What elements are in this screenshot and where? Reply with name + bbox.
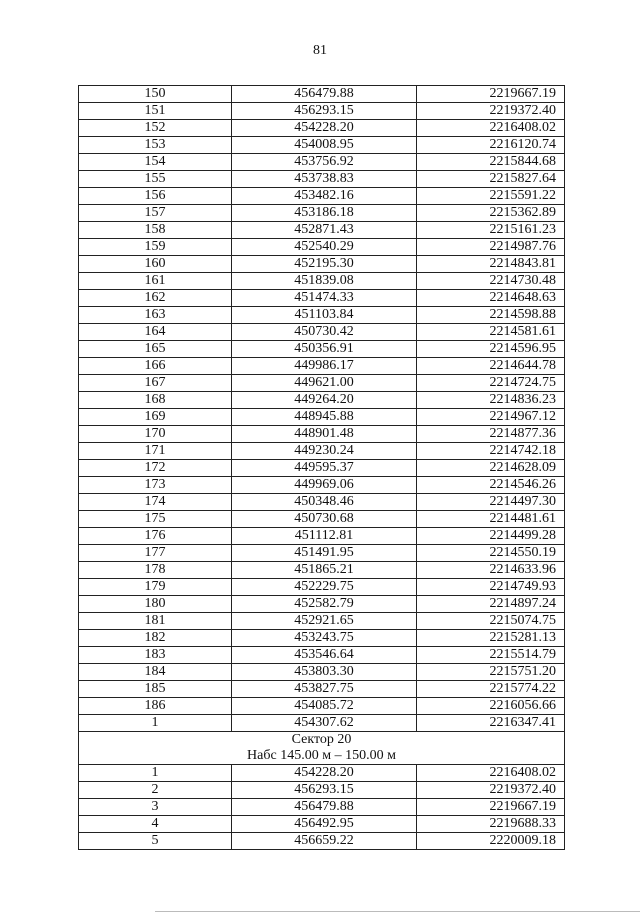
x-coordinate-cell: 453482.16 [232, 188, 417, 205]
point-number-cell: 171 [79, 443, 232, 460]
table-row [79, 494, 565, 511]
y-coordinate-cell: 2219667.19 [417, 86, 565, 103]
x-coordinate-cell: 456479.88 [232, 799, 417, 816]
y-coordinate-cell: 2214742.18 [417, 443, 565, 460]
scan-edge-line [155, 911, 640, 912]
table-row [79, 698, 565, 715]
y-coordinate-cell: 2214644.78 [417, 358, 565, 375]
table-row [79, 307, 565, 324]
table-row [79, 426, 565, 443]
table-row [79, 154, 565, 171]
x-coordinate-cell: 454085.72 [232, 698, 417, 715]
x-coordinate-cell: 452582.79 [232, 596, 417, 613]
point-number-cell: 150 [79, 86, 232, 103]
point-number-cell: 186 [79, 698, 232, 715]
y-coordinate-cell: 2214724.75 [417, 375, 565, 392]
point-number-cell: 1 [79, 715, 232, 732]
coordinates-table-body-bottom [79, 765, 565, 850]
y-coordinate-cell: 2216408.02 [417, 765, 565, 782]
table-row [79, 86, 565, 103]
point-number-cell: 163 [79, 307, 232, 324]
y-coordinate-cell: 2216347.41 [417, 715, 565, 732]
point-number-cell: 156 [79, 188, 232, 205]
sector-height-range: Набс 145.00 м – 150.00 м [247, 748, 396, 763]
table-row [79, 816, 565, 833]
y-coordinate-cell: 2219372.40 [417, 782, 565, 799]
point-number-cell: 4 [79, 816, 232, 833]
point-number-cell: 2 [79, 782, 232, 799]
table-row [79, 765, 565, 782]
x-coordinate-cell: 449230.24 [232, 443, 417, 460]
point-number-cell: 178 [79, 562, 232, 579]
x-coordinate-cell: 453186.18 [232, 205, 417, 222]
x-coordinate-cell: 449264.20 [232, 392, 417, 409]
y-coordinate-cell: 2214481.61 [417, 511, 565, 528]
x-coordinate-cell: 450730.42 [232, 324, 417, 341]
x-coordinate-cell: 456492.95 [232, 816, 417, 833]
table-row [79, 528, 565, 545]
point-number-cell: 176 [79, 528, 232, 545]
y-coordinate-cell: 2215281.13 [417, 630, 565, 647]
point-number-cell: 173 [79, 477, 232, 494]
y-coordinate-cell: 2219667.19 [417, 799, 565, 816]
table-row [79, 833, 565, 850]
table-row [79, 358, 565, 375]
table-row [79, 205, 565, 222]
table-row [79, 477, 565, 494]
x-coordinate-cell: 452229.75 [232, 579, 417, 596]
y-coordinate-cell: 2214648.63 [417, 290, 565, 307]
x-coordinate-cell: 451839.08 [232, 273, 417, 290]
point-number-cell: 152 [79, 120, 232, 137]
x-coordinate-cell: 456479.88 [232, 86, 417, 103]
x-coordinate-cell: 454228.20 [232, 120, 417, 137]
point-number-cell: 3 [79, 799, 232, 816]
x-coordinate-cell: 450730.68 [232, 511, 417, 528]
y-coordinate-cell: 2219688.33 [417, 816, 565, 833]
y-coordinate-cell: 2216056.66 [417, 698, 565, 715]
point-number-cell: 177 [79, 545, 232, 562]
table-row [79, 188, 565, 205]
point-number-cell: 181 [79, 613, 232, 630]
y-coordinate-cell: 2215161.23 [417, 222, 565, 239]
table-row [79, 239, 565, 256]
sector-header [79, 732, 565, 765]
point-number-cell: 183 [79, 647, 232, 664]
x-coordinate-cell: 453243.75 [232, 630, 417, 647]
table-row [79, 375, 565, 392]
table-row [79, 664, 565, 681]
y-coordinate-cell: 2215514.79 [417, 647, 565, 664]
sector-title: Сектор 20 [291, 732, 352, 747]
x-coordinate-cell: 454228.20 [232, 765, 417, 782]
point-number-cell: 162 [79, 290, 232, 307]
point-number-cell: 184 [79, 664, 232, 681]
y-coordinate-cell: 2214628.09 [417, 460, 565, 477]
y-coordinate-cell: 2219372.40 [417, 103, 565, 120]
y-coordinate-cell: 2216408.02 [417, 120, 565, 137]
x-coordinate-cell: 449969.06 [232, 477, 417, 494]
x-coordinate-cell: 453546.64 [232, 647, 417, 664]
point-number-cell: 158 [79, 222, 232, 239]
y-coordinate-cell: 2214598.88 [417, 307, 565, 324]
x-coordinate-cell: 449595.37 [232, 460, 417, 477]
x-coordinate-cell: 452540.29 [232, 239, 417, 256]
x-coordinate-cell: 453803.30 [232, 664, 417, 681]
table-row [79, 596, 565, 613]
table-row [79, 579, 565, 596]
y-coordinate-cell: 2214987.76 [417, 239, 565, 256]
table-row [79, 273, 565, 290]
x-coordinate-cell: 449986.17 [232, 358, 417, 375]
table-row [79, 341, 565, 358]
point-number-cell: 180 [79, 596, 232, 613]
point-number-cell: 155 [79, 171, 232, 188]
point-number-cell: 153 [79, 137, 232, 154]
y-coordinate-cell: 2215362.89 [417, 205, 565, 222]
y-coordinate-cell: 2214499.28 [417, 528, 565, 545]
point-number-cell: 154 [79, 154, 232, 171]
y-coordinate-cell: 2220009.18 [417, 833, 565, 850]
table-row [79, 715, 565, 732]
coordinates-table [78, 85, 565, 850]
table-row [79, 392, 565, 409]
x-coordinate-cell: 452871.43 [232, 222, 417, 239]
point-number-cell: 169 [79, 409, 232, 426]
x-coordinate-cell: 451865.21 [232, 562, 417, 579]
y-coordinate-cell: 2214581.61 [417, 324, 565, 341]
y-coordinate-cell: 2215751.20 [417, 664, 565, 681]
table-row [79, 171, 565, 188]
point-number-cell: 161 [79, 273, 232, 290]
table-row [79, 782, 565, 799]
sector-row [79, 732, 565, 765]
y-coordinate-cell: 2214749.93 [417, 579, 565, 596]
table-row [79, 290, 565, 307]
page-number: 81 [313, 43, 327, 58]
x-coordinate-cell: 456293.15 [232, 782, 417, 799]
table-row [79, 443, 565, 460]
y-coordinate-cell: 2214730.48 [417, 273, 565, 290]
point-number-cell: 179 [79, 579, 232, 596]
table-row [79, 545, 565, 562]
table-row [79, 799, 565, 816]
point-number-cell: 157 [79, 205, 232, 222]
sector-cell [79, 732, 565, 765]
x-coordinate-cell: 451491.95 [232, 545, 417, 562]
y-coordinate-cell: 2214836.23 [417, 392, 565, 409]
y-coordinate-cell: 2215827.64 [417, 171, 565, 188]
y-coordinate-cell: 2214897.24 [417, 596, 565, 613]
table-row [79, 137, 565, 154]
y-coordinate-cell: 2215591.22 [417, 188, 565, 205]
y-coordinate-cell: 2214497.30 [417, 494, 565, 511]
point-number-cell: 1 [79, 765, 232, 782]
y-coordinate-cell: 2214877.36 [417, 426, 565, 443]
point-number-cell: 151 [79, 103, 232, 120]
x-coordinate-cell: 449621.00 [232, 375, 417, 392]
x-coordinate-cell: 456293.15 [232, 103, 417, 120]
point-number-cell: 174 [79, 494, 232, 511]
x-coordinate-cell: 453756.92 [232, 154, 417, 171]
table-row [79, 256, 565, 273]
x-coordinate-cell: 453738.83 [232, 171, 417, 188]
point-number-cell: 164 [79, 324, 232, 341]
table-row [79, 324, 565, 341]
table-row [79, 681, 565, 698]
point-number-cell: 167 [79, 375, 232, 392]
point-number-cell: 160 [79, 256, 232, 273]
point-number-cell: 185 [79, 681, 232, 698]
table-row [79, 511, 565, 528]
x-coordinate-cell: 450356.91 [232, 341, 417, 358]
y-coordinate-cell: 2215774.22 [417, 681, 565, 698]
y-coordinate-cell: 2214633.96 [417, 562, 565, 579]
x-coordinate-cell: 448901.48 [232, 426, 417, 443]
point-number-cell: 159 [79, 239, 232, 256]
coordinates-table-body-top [79, 86, 565, 732]
y-coordinate-cell: 2214843.81 [417, 256, 565, 273]
y-coordinate-cell: 2216120.74 [417, 137, 565, 154]
table-row [79, 222, 565, 239]
x-coordinate-cell: 448945.88 [232, 409, 417, 426]
x-coordinate-cell: 453827.75 [232, 681, 417, 698]
x-coordinate-cell: 454307.62 [232, 715, 417, 732]
point-number-cell: 5 [79, 833, 232, 850]
y-coordinate-cell: 2215074.75 [417, 613, 565, 630]
x-coordinate-cell: 456659.22 [232, 833, 417, 850]
x-coordinate-cell: 451112.81 [232, 528, 417, 545]
table-row [79, 613, 565, 630]
point-number-cell: 168 [79, 392, 232, 409]
x-coordinate-cell: 450348.46 [232, 494, 417, 511]
x-coordinate-cell: 451474.33 [232, 290, 417, 307]
point-number-cell: 175 [79, 511, 232, 528]
y-coordinate-cell: 2214546.26 [417, 477, 565, 494]
point-number-cell: 182 [79, 630, 232, 647]
table-row [79, 409, 565, 426]
x-coordinate-cell: 454008.95 [232, 137, 417, 154]
table-row [79, 630, 565, 647]
point-number-cell: 170 [79, 426, 232, 443]
y-coordinate-cell: 2214596.95 [417, 341, 565, 358]
point-number-cell: 166 [79, 358, 232, 375]
table-row [79, 460, 565, 477]
table-row [79, 103, 565, 120]
table-row [79, 120, 565, 137]
point-number-cell: 165 [79, 341, 232, 358]
x-coordinate-cell: 451103.84 [232, 307, 417, 324]
point-number-cell: 172 [79, 460, 232, 477]
y-coordinate-cell: 2214967.12 [417, 409, 565, 426]
x-coordinate-cell: 452921.65 [232, 613, 417, 630]
y-coordinate-cell: 2215844.68 [417, 154, 565, 171]
x-coordinate-cell: 452195.30 [232, 256, 417, 273]
table-row [79, 562, 565, 579]
y-coordinate-cell: 2214550.19 [417, 545, 565, 562]
table-row [79, 647, 565, 664]
